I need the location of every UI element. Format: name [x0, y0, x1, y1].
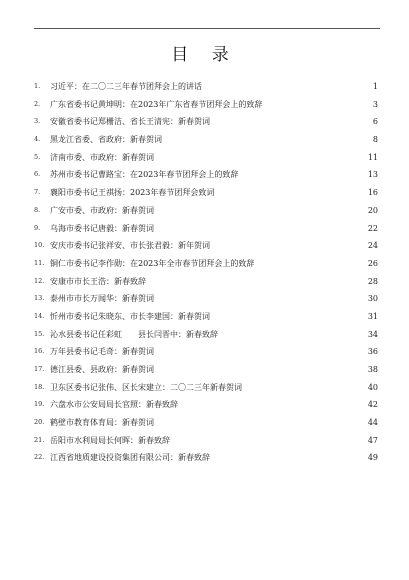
entry-page-number: 13 [367, 170, 378, 180]
entry-number: 3. [34, 117, 41, 126]
entry-page-number: 42 [367, 400, 378, 410]
entry-number: 1. [34, 82, 41, 90]
toc-entry[interactable] [34, 308, 380, 326]
toc-entry[interactable] [34, 96, 380, 114]
entry-number: 8. [34, 205, 41, 214]
entry-number: 16. [34, 347, 45, 356]
entry-number: 13. [34, 294, 45, 303]
entry-page-number: 22 [367, 223, 378, 233]
toc-list [34, 78, 380, 467]
entry-number: 17. [34, 365, 45, 373]
entry-title: 黑龙江省委、省政府：新春贺词 [50, 135, 162, 145]
entry-page-number: 20 [367, 205, 378, 215]
toc-entry[interactable] [34, 290, 380, 308]
toc-entry[interactable] [34, 149, 380, 167]
entry-title: 广东省委书记黄坤明：在2023年广东省春节团拜会上的致辞 [50, 99, 263, 109]
entry-page-number: 11 [367, 152, 378, 162]
toc-entry[interactable] [34, 361, 380, 379]
entry-title: 乌海市委书记唐毅：新春贺词 [50, 223, 154, 233]
entry-page-number: 38 [367, 365, 378, 374]
entry-number: 7. [34, 188, 41, 197]
entry-number: 14. [34, 311, 45, 320]
toc-entry[interactable] [34, 343, 380, 361]
toc-entry[interactable] [34, 255, 380, 273]
toc-entry[interactable] [34, 432, 380, 450]
entry-page-number: 44 [367, 418, 378, 428]
entry-title: 济南市委、市政府：新春贺词 [50, 152, 154, 162]
entry-title: 安康市市长王浩：新春致辞 [50, 276, 146, 286]
toc-entry[interactable] [34, 379, 380, 397]
entry-page-number: 1 [372, 82, 378, 91]
entry-page-number: 8 [372, 135, 378, 145]
entry-number: 2. [34, 99, 41, 108]
entry-title: 襄阳市委书记王祺扬：2023年春节团拜会致词 [50, 188, 215, 198]
entry-page-number: 30 [367, 294, 378, 304]
entry-title: 沁水县委书记任彩虹 县长闫晋中：新春致辞 [50, 329, 218, 339]
header-rule [34, 28, 380, 29]
entry-number: 5. [34, 152, 41, 161]
entry-page-number: 31 [367, 311, 378, 321]
entry-number: 10. [34, 241, 45, 250]
toc-entry[interactable] [34, 414, 380, 432]
entry-number: 6. [34, 170, 41, 179]
entry-title: 泰州市市长万闻华：新春贺词 [50, 294, 154, 304]
toc-entry[interactable] [34, 220, 380, 238]
entry-number: 4. [34, 135, 41, 144]
entry-title: 铜仁市委书记李作勋：在2023年全市春节团拜会上的致辞 [50, 258, 255, 268]
entry-title: 德江县委、县政府：新春贺词 [50, 365, 154, 374]
entry-page-number: 6 [372, 117, 378, 127]
entry-number: 9. [34, 223, 41, 232]
entry-title: 岳阳市水利局局长何晖：新春致辞 [50, 435, 170, 445]
entry-page-number: 24 [367, 241, 378, 251]
entry-number: 19. [34, 400, 45, 409]
entry-number: 22. [34, 453, 45, 462]
toc-entry[interactable] [34, 78, 380, 96]
toc-title: 目 录 [171, 45, 238, 65]
entry-title: 卫东区委书记张伟、区长宋建立：二〇二三年新春贺词 [50, 382, 242, 392]
entry-title: 忻州市委书记朱晓东、市长李建国：新春贺词 [50, 311, 210, 321]
entry-title: 习近平：在二〇二三年春节团拜会上的讲话 [50, 82, 202, 91]
entry-page-number: 49 [367, 453, 378, 463]
entry-title: 广安市委、市政府：新春贺词 [50, 205, 154, 215]
entry-page-number: 47 [367, 435, 378, 445]
toc-entry[interactable] [34, 326, 380, 344]
toc-entry[interactable] [34, 273, 380, 291]
entry-number: 11. [34, 258, 45, 267]
entry-number: 15. [34, 329, 45, 338]
toc-entry[interactable] [34, 184, 380, 202]
toc-entry[interactable] [34, 396, 380, 414]
entry-number: 21. [34, 435, 45, 444]
toc-entry[interactable] [34, 202, 380, 220]
entry-page-number: 34 [367, 329, 378, 339]
entry-page-number: 40 [367, 382, 378, 392]
toc-entry[interactable] [34, 113, 380, 131]
entry-title: 安庆市委书记张祥安、市长张君毅：新年贺词 [50, 241, 210, 251]
entry-title: 江西省地质建设投资集团有限公司：新春致辞 [50, 453, 210, 463]
entry-title: 万年县委书记毛奇：新春贺词 [50, 347, 154, 357]
entry-number: 20. [34, 418, 45, 427]
entry-title: 六盘水市公安局局长官照：新春致辞 [50, 400, 178, 410]
toc-entry[interactable] [34, 449, 380, 467]
entry-number: 18. [34, 382, 45, 391]
entry-page-number: 28 [367, 276, 378, 286]
entry-page-number: 26 [367, 258, 378, 268]
entry-title: 苏州市委书记曹路宝：在2023年春节团拜会上的致辞 [50, 170, 239, 180]
entry-title: 安徽省委书记郑栅洁、省长王清宪：新春贺词 [50, 117, 210, 127]
entry-page-number: 3 [372, 99, 378, 109]
entry-title: 鹤壁市教育体育局：新春贺词 [50, 418, 154, 428]
toc-entry[interactable] [34, 166, 380, 184]
toc-entry[interactable] [34, 237, 380, 255]
entry-page-number: 36 [367, 347, 378, 357]
entry-page-number: 16 [367, 188, 378, 198]
entry-number: 12. [34, 276, 45, 285]
toc-entry[interactable] [34, 131, 380, 149]
